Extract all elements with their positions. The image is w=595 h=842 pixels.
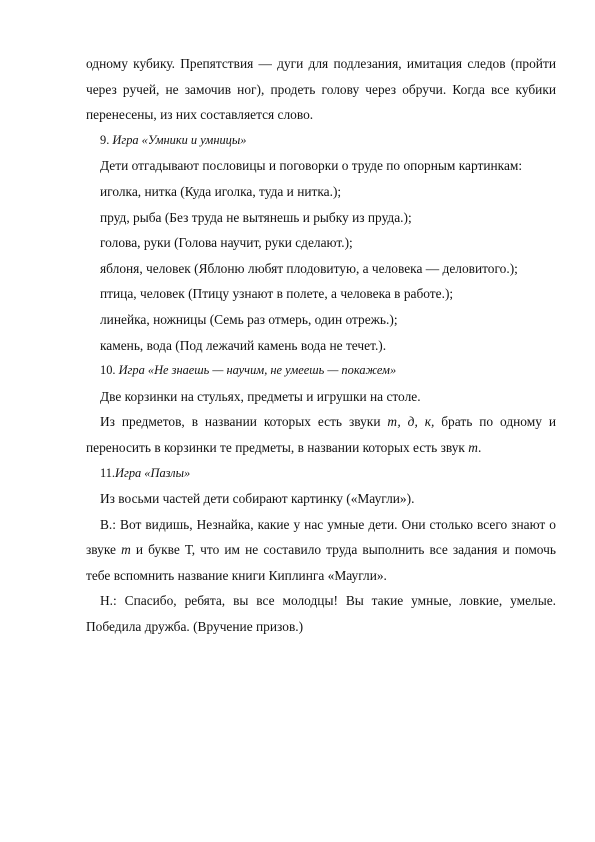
proverb-item: линейка, ножницы (Семь раз отмерь, один отрежь.); (100, 311, 398, 327)
game-10-rules-mid: брать по одному и переносить в корзинки те предметы, в названии которых есть звук (86, 414, 556, 455)
game-10-rules-start: Из предметов, в названии которых есть звуки (100, 414, 388, 430)
game-10-sound: т (468, 439, 478, 455)
teacher-line-end: и букве Т, что им не составило труда выполнить все задания и помочь тебе вспомнить название книги Киплинга «Маугли». (86, 542, 556, 583)
game-9-number: 9. (100, 132, 110, 147)
proverb-item: яблоня, человек (Яблоню любят плодовитую, а человека — деловитого.); (100, 260, 518, 276)
paragraph-continuation: одному кубику. Препятствия — дуги для подлезания, имитация следов (пройти через ручей, не замочив ног), продеть голову через обручи. Когда все кубики перенесены, из них составляется слово. (86, 56, 556, 123)
neznaika-line: Н.: Спасибо, ребята, вы все молодцы! Вы такие умные, ловкие, умелые. Победила дружба. (Вручение призов.) (86, 593, 556, 635)
game-10-rules (86, 409, 556, 460)
game-11-heading (86, 461, 556, 487)
proverb-item: пруд, рыба (Без труда не вытянешь и рыбку из пруда.); (100, 209, 412, 225)
game-11-task: Из восьми частей дети собирают картинку («Маугли»). (100, 491, 415, 507)
game-11-number: 11. (100, 465, 116, 480)
game-10-title: Игра «Не знаешь — научим, не умеешь — покажем» (118, 363, 397, 378)
document-body (86, 51, 556, 640)
game-10-sounds: т, д, к, (387, 414, 435, 430)
game-9-title: Игра «Умники и умницы» (112, 132, 247, 147)
proverb-item: камень, вода (Под лежачий камень вода не течет.). (100, 337, 387, 353)
game-9-heading (86, 128, 556, 154)
game-11-title: Игра «Пазлы» (115, 465, 191, 480)
game-10-heading (86, 358, 556, 384)
proverb-item: иголка, нитка (Куда иголка, туда и нитка.); (100, 183, 342, 199)
teacher-line-start: В.: Вот видишь, Незнайка, какие у нас умные дети. Они столько всего знают о звуке (86, 516, 556, 558)
proverb-item: птица, человек (Птицу узнают в полете, а человека в работе.); (100, 286, 454, 302)
game-10-number: 10. (100, 363, 116, 378)
game-10-setup: Две корзинки на стульях, предметы и игрушки на столе. (100, 388, 421, 404)
game-10-rules-end: . (477, 439, 482, 455)
proverb-item: голова, руки (Голова научит, руки сделают.); (100, 235, 353, 251)
teacher-line (86, 512, 556, 589)
game-9-intro: Дети отгадывают пословицы и поговорки о труде по опорным картинкам: (100, 158, 523, 174)
teacher-line-sound: т (121, 542, 131, 558)
